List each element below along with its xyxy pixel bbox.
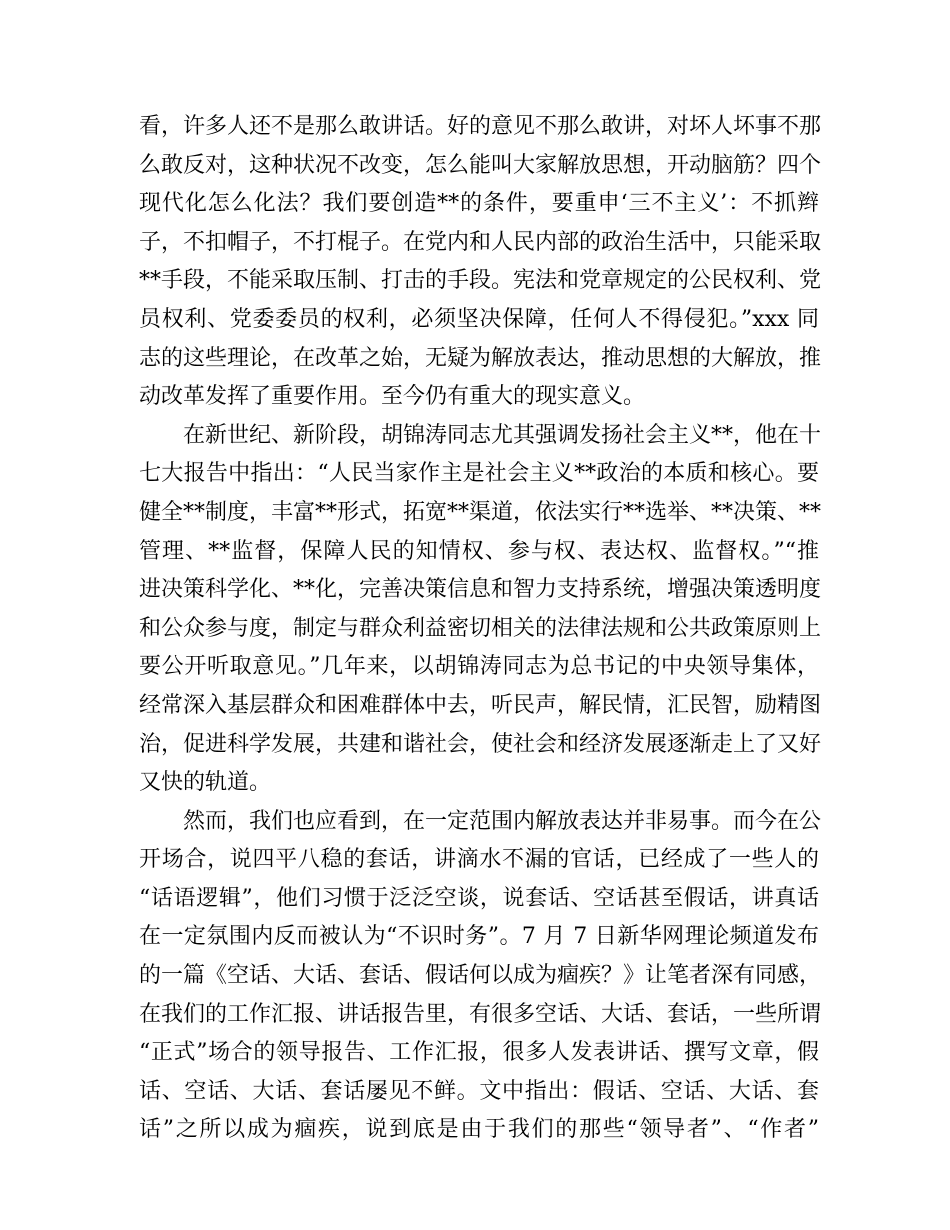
text-line: 开场合，说四平八稳的套话，讲滴水不漏的官话，已经成了一些人的 xyxy=(139,847,819,873)
text-line: **手段，不能采取压制、打击的手段。宪法和党章规定的公民权利、党 xyxy=(139,268,822,294)
text-line: 的一篇《空话、大话、套话、假话何以成为痼疾？》让笔者深有同感， xyxy=(139,963,822,989)
text-line: “话语逻辑”，他们习惯于泛泛空谈，说套话、空话甚至假话，讲真话 xyxy=(139,885,819,911)
text-line: 进决策科学化、**化，完善决策信息和智力支持系统，增强决策透明度 xyxy=(139,577,822,603)
text-line: 要公开听取意见。”几年来，以胡锦涛同志为总书记的中央领导集体， xyxy=(139,654,819,680)
text-line: 七大报告中指出：“人民当家作主是社会主义**政治的本质和核心。要 xyxy=(139,461,819,487)
text-line: 子，不扣帽子，不打棍子。在党内和人民内部的政治生活中，只能采取 xyxy=(139,229,822,255)
text-line: 动改革发挥了重要作用。至今仍有重大的现实意义。 xyxy=(139,384,646,410)
text-line: 话、空话、大话、套话屡见不鲜。文中指出：假话、空话、大话、套 xyxy=(139,1078,819,1104)
document-body xyxy=(139,108,822,1150)
text-line: 话”之所以成为痼疾，说到底是由于我们的那些“领导者”、“作者” xyxy=(139,1117,819,1143)
text-line: 在一定氛围内反而被认为“不识时务”。7 月 7 日新华网理论频道发布 xyxy=(139,924,819,950)
paragraph xyxy=(139,108,822,417)
text-line: 在新世纪、新阶段，胡锦涛同志尤其强调发扬社会主义**，他在十 xyxy=(183,422,822,448)
paragraph xyxy=(139,417,822,803)
text-line: 管理、**监督，保障人民的知情权、参与权、表达权、监督权。”“推 xyxy=(139,538,819,564)
text-line: 看，许多人还不是那么敢讲话。好的意见不那么敢讲，对坏人坏事不那 xyxy=(139,114,822,139)
text-line: 经常深入基层群众和困难群体中去，听民声，解民情，汇民智，励精图 xyxy=(139,692,822,718)
text-line: 又快的轨道。 xyxy=(139,770,272,796)
text-line: “正式”场合的领导报告、工作汇报，很多人发表讲话、撰写文章，假 xyxy=(139,1040,819,1066)
text-line: 健全**制度，丰富**形式，拓宽**渠道，依法实行**选举、**决策、** xyxy=(139,499,822,525)
text-line: 在我们的工作汇报、讲话报告里，有很多空话、大话、套话，一些所谓 xyxy=(139,1001,822,1027)
text-line: 和公众参与度，制定与群众利益密切相关的法律法规和公共政策原则上 xyxy=(139,615,822,641)
text-line: 么敢反对，这种状况不改变，怎么能叫大家解放思想，开动脑筋？四个 xyxy=(139,152,822,178)
paragraph xyxy=(139,803,822,1150)
text-line: 志的这些理论，在改革之始，无疑为解放表达，推动思想的大解放，推 xyxy=(139,345,822,371)
text-line: 员权利、党委委员的权利，必须坚决保障，任何人不得侵犯。”xxx 同 xyxy=(139,306,819,332)
text-line: 现代化怎么化法？我们要创造**的条件，要重申‘三不主义’：不抓辫 xyxy=(139,191,819,217)
text-line: 然而，我们也应看到，在一定范围内解放表达并非易事。而今在公 xyxy=(183,808,822,834)
text-line: 治，促进科学发展，共建和谐社会，使社会和经济发展逐渐走上了又好 xyxy=(139,731,822,757)
